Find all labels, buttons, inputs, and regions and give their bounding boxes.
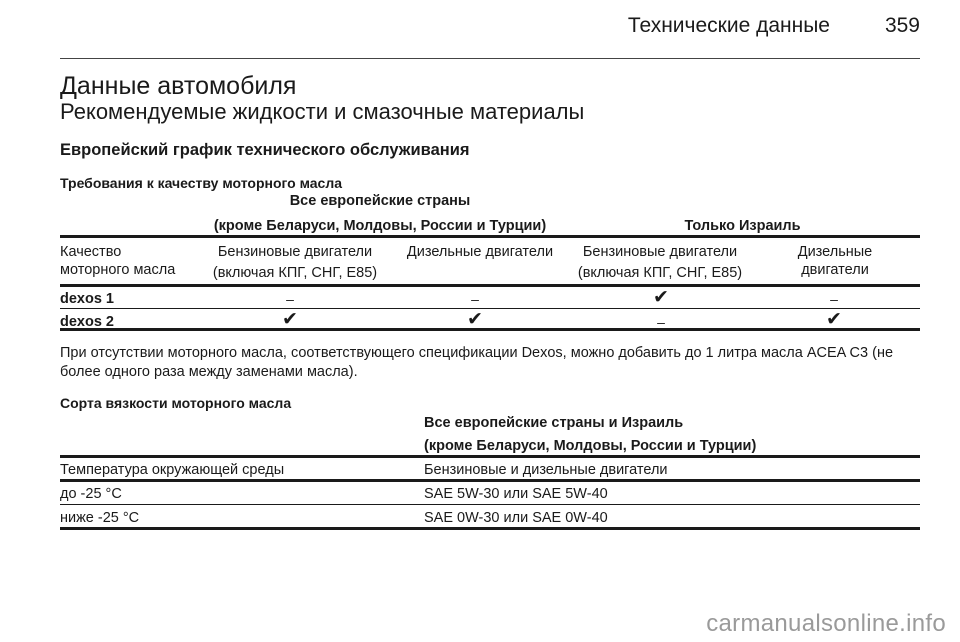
viscosity-group-line1: Все европейские страны и Израиль [424, 415, 684, 431]
row-divider [60, 308, 920, 309]
col-petrol-eu-line1: Бензиновые двигатели [217, 244, 373, 260]
schedule-heading: Европейский график технического обслуживания [60, 141, 470, 159]
oil-quality-heading: Требования к качеству моторного масла [60, 175, 343, 191]
grade-cell: SAE 0W-30 или SAE 0W-40 [424, 510, 608, 526]
col-diesel-il-line1: Дизельные [797, 244, 873, 260]
page-number: 359 [884, 14, 920, 37]
section-title: Данные автомобиля [60, 72, 297, 100]
row-header-line1: Качество [60, 244, 122, 260]
viscosity-bottom-rule [60, 527, 920, 530]
watermark: carmanualsonline.info [706, 610, 946, 637]
checkmark-icon: ✔ [282, 309, 298, 330]
cell-dexos1-diesel-eu: – [471, 291, 479, 307]
row-divider [60, 504, 920, 505]
col-petrol-eu-line2: (включая КПГ, СНГ, E85) [212, 265, 378, 281]
col-diesel-eu-line1: Дизельные двигатели [406, 244, 554, 260]
row-label-dexos1: dexos 1 [60, 291, 114, 307]
running-header-title: Технические данные [627, 14, 830, 37]
viscosity-heading: Сорта вязкости моторного масла [60, 395, 292, 411]
header-divider [60, 58, 920, 59]
col-diesel-il-line2: двигатели [801, 262, 869, 278]
group-header-israel: Только Израиль [684, 218, 801, 234]
col-header-engines: Бензиновые и дизельные двигатели [424, 462, 668, 478]
grade-cell: SAE 5W-30 или SAE 5W-40 [424, 486, 608, 502]
viscosity-header-rule [60, 479, 920, 482]
row-label-dexos2: dexos 2 [60, 314, 114, 330]
col-header-temperature: Температура окружающей среды [60, 462, 285, 478]
checkmark-icon: ✔ [467, 309, 483, 330]
dexos-note: При отсутствии моторного масла, соответствующего спецификации Dexos, можно добавить до 1 литра масла ACEA C3 (не более одного раза между заменами масла). [60, 345, 894, 380]
subsection-title: Рекомендуемые жидкости и смазочные материалы [60, 99, 585, 124]
viscosity-group-line2: (кроме Беларуси, Молдовы, России и Турции) [424, 438, 757, 454]
checkmark-icon: ✔ [826, 309, 842, 330]
temp-cell: ниже -25 °C [60, 510, 140, 526]
table-top-rule [60, 235, 920, 238]
cell-dexos1-petrol-eu: – [286, 291, 294, 307]
group-header-europe-line2: (кроме Беларуси, Молдовы, России и Турции) [213, 218, 547, 234]
row-header-line2: моторного масла [60, 262, 176, 278]
header-bottom-rule [60, 284, 920, 287]
col-petrol-il-line2: (включая КПГ, СНГ, E85) [577, 265, 743, 281]
table-bottom-rule [60, 328, 920, 331]
temp-cell: до -25 °C [60, 486, 122, 502]
col-petrol-il-line1: Бензиновые двигатели [582, 244, 738, 260]
viscosity-top-rule [60, 455, 920, 458]
checkmark-icon: ✔ [653, 287, 669, 308]
cell-dexos1-diesel-il: – [830, 291, 838, 307]
cell-dexos2-petrol-il: – [657, 314, 665, 330]
group-header-europe-line1: Все европейские страны [289, 193, 471, 209]
